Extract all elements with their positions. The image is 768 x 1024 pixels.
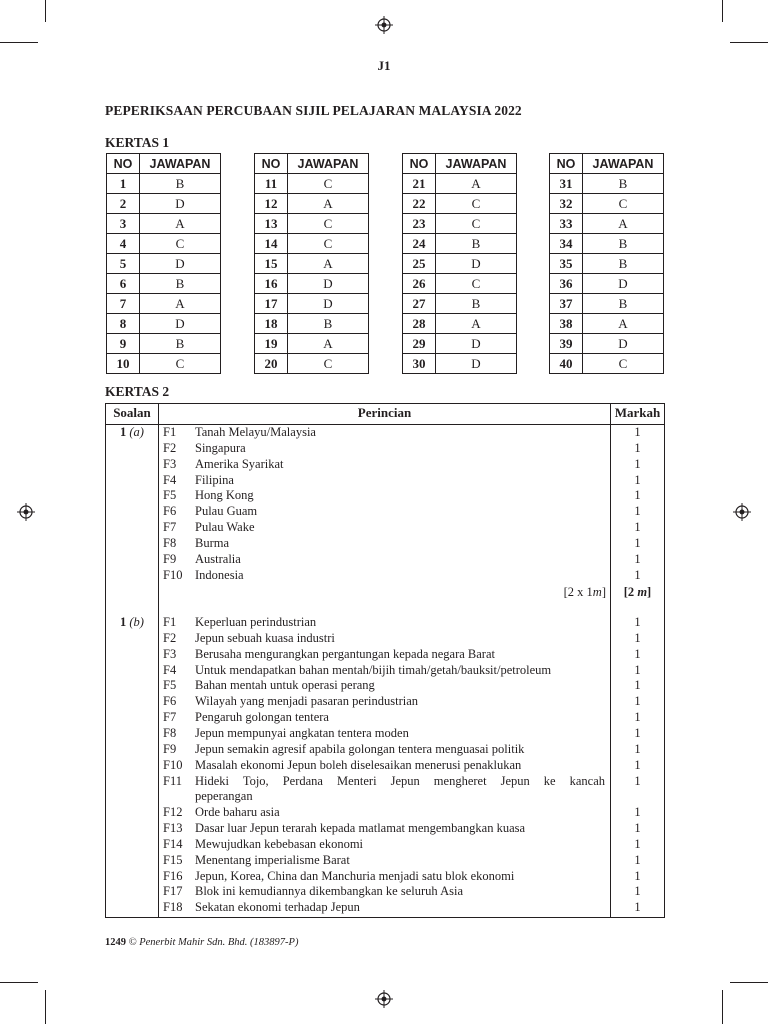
fact-code: F10: [163, 757, 183, 772]
answer-row: [550, 254, 664, 274]
fact-code: F17: [163, 884, 183, 899]
answer-row: [403, 274, 517, 294]
kertas2-heading: KERTAS 2: [105, 384, 170, 399]
fact-text: Keperluan perindustrian: [195, 615, 317, 629]
marking-scheme-table: [105, 403, 665, 918]
scheme-row: [106, 503, 664, 519]
mark-value: 1: [634, 741, 641, 756]
question-number: 31: [550, 174, 583, 194]
subtotal-calc: [2 x 1m]: [563, 585, 606, 599]
answer-row: [107, 194, 221, 214]
registration-mark-icon: [375, 990, 393, 1008]
answer-row: [550, 294, 664, 314]
question-number: 3: [107, 214, 140, 234]
scheme-row: [106, 773, 664, 789]
question-number: 29: [403, 334, 436, 354]
answer-row: [550, 274, 664, 294]
answer-letter: D: [288, 294, 369, 314]
fact-code: F2: [163, 440, 177, 455]
mark-value: 1: [634, 710, 641, 725]
mark-value: 1: [634, 456, 641, 471]
fact-code: F8: [163, 725, 177, 740]
mark-value: 1: [634, 868, 641, 883]
answer-row: [255, 214, 369, 234]
scheme-row: [106, 519, 664, 535]
fact-code: F12: [163, 805, 183, 820]
fact-code: F15: [163, 852, 183, 867]
question-number: 19: [255, 334, 288, 354]
question-number: 33: [550, 214, 583, 234]
answer-table: [549, 153, 664, 374]
fact-text: Sekatan ekonomi terhadap Jepun: [195, 900, 360, 915]
answer-table-header: [403, 154, 517, 174]
fact-code: F5: [163, 678, 177, 693]
col-jawapan-header: JAWAPAN: [436, 154, 517, 174]
mark-value: 1: [634, 678, 641, 693]
fact-text: Dasar luar Jepun terarah kepada matlamat mengembangkan kuasa: [195, 821, 526, 836]
answer-row: [255, 314, 369, 334]
answer-letter: D: [288, 274, 369, 294]
scheme-row: [106, 472, 664, 488]
fact-text: Jepun sebuah kuasa industri: [195, 630, 335, 645]
col-no-header: NO: [403, 154, 436, 174]
answer-row: [255, 254, 369, 274]
mark-value: 1: [634, 773, 641, 788]
answer-row: [550, 354, 664, 374]
question-number: 26: [403, 274, 436, 294]
answer-letter: B: [140, 174, 221, 194]
question-label: [106, 614, 158, 630]
fact-text: Pulau Wake: [195, 520, 255, 535]
question-number: 16: [255, 274, 288, 294]
page-number: 1249: [105, 937, 126, 948]
kertas1-heading: KERTAS 1: [105, 135, 170, 150]
answer-row: [403, 354, 517, 374]
answer-row: [255, 334, 369, 354]
fact-code: F11: [163, 773, 182, 788]
question-number: 25: [403, 254, 436, 274]
question-number: 37: [550, 294, 583, 314]
fact-text: Indonesia: [195, 567, 244, 582]
crop-mark: [0, 982, 38, 983]
fact-text: Masalah ekonomi Jepun boleh diselesaikan menerusi penaklukan: [195, 757, 522, 772]
answer-letter: C: [436, 214, 517, 234]
answer-row: [255, 174, 369, 194]
answer-letter: A: [583, 314, 664, 334]
answer-table: [402, 153, 517, 374]
answer-row: [107, 354, 221, 374]
answer-row: [403, 234, 517, 254]
crop-mark: [722, 0, 723, 22]
scheme-row: [106, 551, 664, 567]
scheme-row: [106, 788, 664, 804]
question-number: 36: [550, 274, 583, 294]
fact-code: F10: [163, 567, 183, 582]
question-number: 15: [255, 254, 288, 274]
answer-letter: C: [288, 354, 369, 374]
fact-text: Filipina: [195, 472, 234, 487]
question-number: 32: [550, 194, 583, 214]
answer-row: [550, 334, 664, 354]
mark-value: 1: [634, 504, 641, 519]
col-no-header: NO: [107, 154, 140, 174]
subtotal-row: [106, 584, 664, 600]
answer-letter: B: [583, 174, 664, 194]
mark-value: 1: [634, 646, 641, 661]
question-number: 39: [550, 334, 583, 354]
fact-text: Jepun, Korea, China dan Manchuria menjadi satu blok ekonomi: [195, 868, 515, 883]
question-number: 24: [403, 234, 436, 254]
answer-row: [255, 274, 369, 294]
question-number: 23: [403, 214, 436, 234]
question-number: 1: [120, 425, 127, 439]
mark-value: 1: [634, 757, 641, 772]
question-number: 28: [403, 314, 436, 334]
scheme-row: [106, 836, 664, 852]
fact-text: Australia: [195, 551, 241, 566]
fact-code: F9: [163, 741, 177, 756]
answer-row: [255, 354, 369, 374]
fact-text: Wilayah yang menjadi pasaran perindustrian: [195, 694, 419, 709]
scheme-row: [106, 725, 664, 741]
fact-text: Blok ini kemudiannya dikembangkan ke seluruh Asia: [195, 884, 464, 899]
question-number: 14: [255, 234, 288, 254]
fact-code: F7: [163, 710, 177, 725]
answer-letter: D: [583, 274, 664, 294]
scheme-row: [106, 820, 664, 836]
answer-row: [107, 174, 221, 194]
fact-code: F13: [163, 821, 183, 836]
answer-letter: C: [288, 174, 369, 194]
question-number: 6: [107, 274, 140, 294]
answer-letter: A: [288, 194, 369, 214]
mark-value: 1: [634, 567, 641, 582]
scheme-row: [106, 852, 664, 868]
page-code: J1: [377, 58, 391, 73]
fact-text: Jepun semakin agresif apabila golongan tentera menguasai politik: [195, 741, 525, 756]
fact-code: F9: [163, 551, 177, 566]
exam-title: PEPERIKSAAN PERCUBAAN SIJIL PELAJARAN MALAYSIA 2022: [105, 103, 522, 118]
answer-row: [107, 294, 221, 314]
mark-value: 1: [634, 535, 641, 550]
col-no-header: NO: [255, 154, 288, 174]
question-number: 12: [255, 194, 288, 214]
answer-letter: A: [288, 254, 369, 274]
fact-code: F14: [163, 836, 183, 851]
fact-text: Hong Kong: [195, 488, 254, 503]
answer-row: [255, 294, 369, 314]
fact-code: F3: [163, 646, 177, 661]
question-number: 21: [403, 174, 436, 194]
answer-letter: D: [140, 314, 221, 334]
question-number: 2: [107, 194, 140, 214]
answer-row: [550, 234, 664, 254]
mark-value: 1: [634, 694, 641, 709]
col-jawapan-header: JAWAPAN: [583, 154, 664, 174]
answer-letter: C: [140, 354, 221, 374]
registration-mark-icon: [733, 503, 751, 521]
question-number: 30: [403, 354, 436, 374]
crop-mark: [45, 990, 46, 1024]
scheme-row: [106, 440, 664, 456]
fact-text: Jepun mempunyai angkatan tentera moden: [195, 725, 409, 740]
mark-value: 1: [634, 852, 641, 867]
mark-value: 1: [634, 662, 641, 677]
answer-letter: B: [436, 294, 517, 314]
fact-code: F4: [163, 662, 177, 677]
mark-value: 1: [634, 472, 641, 487]
question-number: 9: [107, 334, 140, 354]
scheme-row: [106, 693, 664, 709]
mark-value: 1: [634, 836, 641, 851]
answer-letter: C: [436, 194, 517, 214]
scheme-row: [106, 804, 664, 820]
crop-mark: [730, 982, 768, 983]
scheme-row: [106, 899, 664, 915]
fact-text: Bahan mentah untuk operasi perang: [195, 678, 375, 693]
fact-text: Tanah Melayu/Malaysia: [195, 425, 316, 439]
question-number: 40: [550, 354, 583, 374]
answer-table: [106, 153, 221, 374]
scheme-row: [106, 487, 664, 503]
fact-text: Amerika Syarikat: [195, 456, 284, 471]
crop-mark: [730, 42, 768, 43]
scheme-row: [106, 630, 664, 646]
answer-letter: B: [583, 254, 664, 274]
question-label: [106, 424, 158, 440]
answer-row: [403, 294, 517, 314]
answer-row: [403, 214, 517, 234]
fact-text: Singapura: [195, 440, 246, 455]
question-number: 20: [255, 354, 288, 374]
answer-table-header: [550, 154, 664, 174]
question-sub: (a): [129, 425, 144, 439]
scheme-row: [106, 646, 664, 662]
answer-table-header: [107, 154, 221, 174]
answer-row: [107, 214, 221, 234]
question-number: 7: [107, 294, 140, 314]
fact-code: F1: [163, 425, 177, 439]
answer-table: [254, 153, 369, 374]
fact-code: F3: [163, 456, 177, 471]
publisher-credit: © Penerbit Mahir Sdn. Bhd. (183897-P): [128, 937, 299, 948]
question-number: 4: [107, 234, 140, 254]
answer-letter: A: [583, 214, 664, 234]
question-number: 11: [255, 174, 288, 194]
answer-row: [550, 214, 664, 234]
mark-value: 1: [634, 520, 641, 535]
fact-code: F4: [163, 472, 177, 487]
answer-row: [550, 314, 664, 334]
answer-letter: D: [583, 334, 664, 354]
answer-letter: B: [288, 314, 369, 334]
crop-mark: [722, 990, 723, 1024]
answer-letter: A: [140, 294, 221, 314]
scheme-row: [106, 614, 664, 630]
scheme-row: [106, 883, 664, 899]
fact-text: Untuk mendapatkan bahan mentah/bijih timah/getah/bauksit/petroleum: [195, 662, 552, 677]
question-number: 13: [255, 214, 288, 234]
answer-letter: A: [436, 174, 517, 194]
answer-row: [403, 334, 517, 354]
scheme-row: [106, 868, 664, 884]
mark-value: 1: [634, 821, 641, 836]
scheme-row: [106, 567, 664, 583]
header-soalan: Soalan: [113, 405, 151, 420]
answer-letter: B: [583, 294, 664, 314]
header-markah: Markah: [614, 405, 661, 420]
answer-letter: C: [288, 234, 369, 254]
answer-row: [550, 194, 664, 214]
fact-text: Orde baharu asia: [195, 805, 280, 820]
scheme-row: [106, 741, 664, 757]
fact-text: Pengaruh golongan tentera: [195, 710, 329, 725]
mark-value: 1: [634, 725, 641, 740]
question-number: 38: [550, 314, 583, 334]
scheme-row: [106, 662, 664, 678]
answer-letter: C: [583, 194, 664, 214]
question-number: 10: [107, 354, 140, 374]
fact-text: Menentang imperialisme Barat: [195, 852, 350, 867]
question-number: 5: [107, 254, 140, 274]
mark-value: 1: [634, 488, 641, 503]
crop-mark: [45, 0, 46, 22]
fact-text: Berusaha mengurangkan pergantungan kepada negara Barat: [195, 646, 495, 661]
answer-letter: D: [436, 254, 517, 274]
fact-code: F2: [163, 630, 177, 645]
question-number: 22: [403, 194, 436, 214]
scheme-row: [106, 757, 664, 773]
answer-row: [403, 174, 517, 194]
question-number: 1: [107, 174, 140, 194]
answer-row: [107, 334, 221, 354]
answer-letter: C: [140, 234, 221, 254]
answer-row: [255, 234, 369, 254]
question-number: 34: [550, 234, 583, 254]
question-number: 18: [255, 314, 288, 334]
col-jawapan-header: JAWAPAN: [288, 154, 369, 174]
mark-value: 1: [634, 615, 641, 629]
question-number: 1: [120, 615, 127, 629]
scheme-row: [106, 677, 664, 693]
answer-row: [107, 234, 221, 254]
answer-letter: C: [288, 214, 369, 234]
answer-letter: D: [140, 254, 221, 274]
question-number: 35: [550, 254, 583, 274]
fact-code: F18: [163, 900, 183, 915]
question-number: 17: [255, 294, 288, 314]
mark-value: 1: [634, 425, 641, 439]
header-perincian: Perincian: [357, 405, 412, 420]
fact-text: Burma: [195, 535, 230, 550]
fact-code: F7: [163, 520, 177, 535]
mark-value: 1: [634, 630, 641, 645]
mark-value: 1: [634, 884, 641, 899]
scheme-row: [106, 709, 664, 725]
scheme-row: [106, 535, 664, 551]
answer-row: [107, 254, 221, 274]
scheme-row: [106, 424, 664, 440]
col-no-header: NO: [550, 154, 583, 174]
fact-text: Hideki Tojo, Perdana Menteri Jepun mengheret Jepun ke kancah: [195, 773, 605, 788]
answer-letter: B: [436, 234, 517, 254]
answer-row: [107, 314, 221, 334]
fact-code: F5: [163, 488, 177, 503]
mark-value: 1: [634, 551, 641, 566]
fact-code: F1: [163, 615, 177, 629]
fact-code: F6: [163, 504, 177, 519]
mark-value: 1: [634, 805, 641, 820]
answer-letter: C: [436, 274, 517, 294]
answer-letter: B: [140, 334, 221, 354]
answer-letter: B: [140, 274, 221, 294]
registration-mark-icon: [17, 503, 35, 521]
answer-letter: B: [583, 234, 664, 254]
scheme-row: [106, 456, 664, 472]
question-sub: (b): [129, 615, 144, 629]
question-number: 27: [403, 294, 436, 314]
fact-text: Pulau Guam: [195, 504, 258, 519]
answer-row: [550, 174, 664, 194]
mark-value: 1: [634, 900, 641, 915]
answer-letter: A: [288, 334, 369, 354]
fact-code: F6: [163, 694, 177, 709]
crop-mark: [0, 42, 38, 43]
footer: [105, 937, 298, 948]
answer-row: [403, 194, 517, 214]
registration-mark-icon: [375, 16, 393, 34]
answer-letter: A: [140, 214, 221, 234]
question-number: 8: [107, 314, 140, 334]
fact-text: peperangan: [195, 789, 253, 804]
fact-text: Mewujudkan kebebasan ekonomi: [195, 836, 364, 851]
answer-row: [255, 194, 369, 214]
answer-letter: D: [436, 334, 517, 354]
answer-letter: D: [140, 194, 221, 214]
answer-row: [403, 254, 517, 274]
col-jawapan-header: JAWAPAN: [140, 154, 221, 174]
subtotal-mark: [2 m]: [623, 585, 652, 599]
answer-letter: A: [436, 314, 517, 334]
answer-row: [403, 314, 517, 334]
answer-row: [107, 274, 221, 294]
fact-code: F8: [163, 535, 177, 550]
answer-letter: D: [436, 354, 517, 374]
answer-letter: C: [583, 354, 664, 374]
mark-value: 1: [634, 440, 641, 455]
fact-code: F16: [163, 868, 183, 883]
answer-table-header: [255, 154, 369, 174]
